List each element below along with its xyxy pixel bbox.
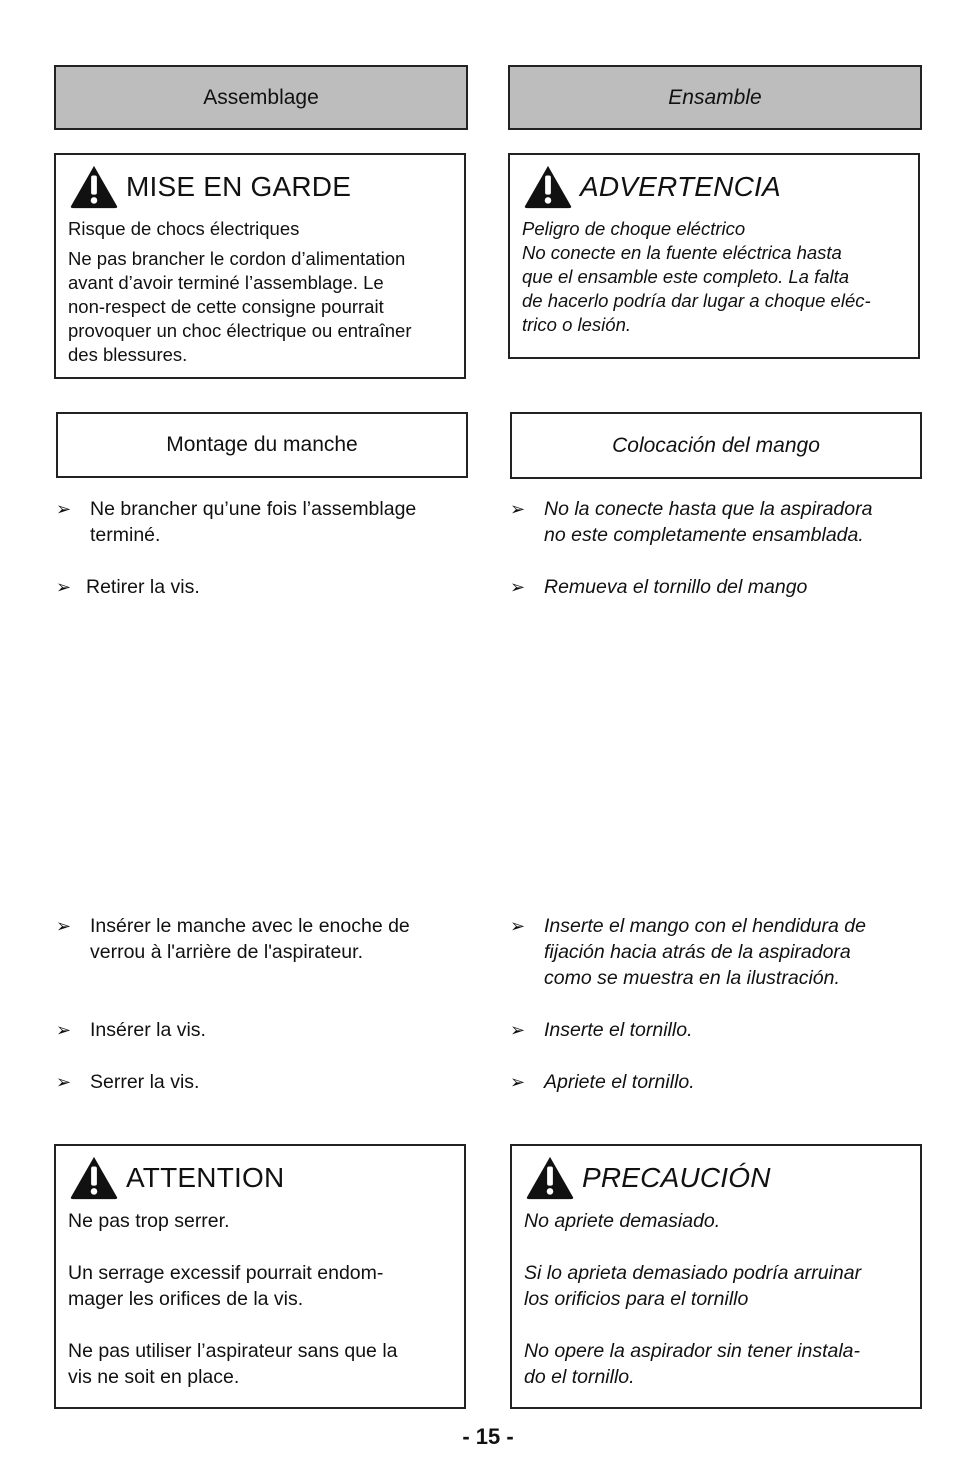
warning-text-line: Ne pas trop serrer. bbox=[68, 1210, 230, 1232]
arrow-bullet-icon: ➢ bbox=[510, 916, 526, 936]
warning-text-line: Si lo aprieta demasiado podría arruinar bbox=[524, 1262, 862, 1284]
warning-text-line: trico o lesión. bbox=[522, 314, 631, 335]
step-text-line: Inserte el tornillo. bbox=[544, 1019, 693, 1041]
arrow-bullet-icon: ➢ bbox=[510, 577, 526, 597]
list-item bbox=[510, 1069, 922, 1095]
warning-text-line: provoquer un choc électrique ou entraîner bbox=[68, 320, 412, 341]
warning-text-line: non-respect de cette consigne pourrait bbox=[68, 296, 384, 317]
arrow-bullet-icon: ➢ bbox=[56, 577, 72, 597]
steps-list-bottom bbox=[56, 913, 466, 1095]
warning-triangle-icon bbox=[68, 1155, 120, 1201]
warning-box-precaucion bbox=[510, 1144, 922, 1409]
warning-text-line: Ne pas utiliser l’aspirateur sans que la bbox=[68, 1340, 398, 1362]
step-text-line: Insérer le manche avec le enoche de bbox=[90, 915, 410, 937]
warning-text-line: avant d’avoir terminé l’assemblage. Le bbox=[68, 272, 384, 293]
step-text-line: Apriete el tornillo. bbox=[544, 1071, 695, 1093]
section-header-ensamble bbox=[508, 65, 922, 130]
warning-triangle-icon bbox=[522, 164, 574, 210]
step-text-line: no este completamente ensamblada. bbox=[544, 524, 864, 546]
step-text-line: Insérer la vis. bbox=[90, 1019, 206, 1041]
warning-text-line: Un serrage excessif pourrait endom- bbox=[68, 1262, 384, 1284]
section-header-assemblage bbox=[54, 65, 468, 130]
warning-text-line: vis ne soit en place. bbox=[68, 1366, 240, 1388]
arrow-bullet-icon: ➢ bbox=[510, 499, 526, 519]
warning-text-line: do el tornillo. bbox=[524, 1366, 635, 1388]
warning-title: ATTENTION bbox=[126, 1162, 285, 1193]
warning-title: MISE EN GARDE bbox=[126, 171, 352, 202]
steps-list-top bbox=[510, 496, 922, 600]
list-item bbox=[510, 496, 922, 548]
arrow-bullet-icon: ➢ bbox=[510, 1020, 526, 1040]
steps-list-top bbox=[56, 496, 466, 600]
step-text-line: como se muestra en la ilustración. bbox=[544, 967, 840, 989]
step-text-line: Serrer la vis. bbox=[90, 1071, 200, 1093]
warning-text-line: Peligro de choque eléctrico bbox=[522, 218, 746, 239]
warning-text-line: des blessures. bbox=[68, 344, 188, 365]
arrow-bullet-icon: ➢ bbox=[56, 1020, 72, 1040]
step-text-line: Remueva el tornillo del mango bbox=[544, 576, 808, 598]
list-item bbox=[56, 1017, 466, 1043]
sub-header-label: Montage du manche bbox=[166, 433, 358, 456]
step-text-line: Ne brancher qu’une fois l’assemblage bbox=[90, 498, 417, 520]
warning-triangle-icon bbox=[68, 164, 120, 210]
warning-box-attention bbox=[54, 1144, 466, 1409]
warning-text-line: que el ensamble este completo. La falta bbox=[522, 266, 850, 287]
sub-header-label: Colocación del mango bbox=[612, 433, 820, 457]
list-item bbox=[56, 1069, 466, 1095]
list-item bbox=[56, 496, 466, 548]
step-text-line: terminé. bbox=[90, 524, 161, 546]
warning-text-line: No conecte en la fuente eléctrica hasta bbox=[522, 242, 842, 263]
list-item bbox=[510, 574, 922, 600]
warning-text-line: No apriete demasiado. bbox=[524, 1210, 721, 1232]
warning-text-line: de hacerlo podría dar lugar a choque eléc- bbox=[522, 290, 871, 311]
sub-header-colocacion bbox=[510, 412, 922, 479]
section-header-label: Ensamble bbox=[668, 85, 762, 109]
page-number: - 15 - bbox=[462, 1424, 514, 1449]
list-item bbox=[56, 574, 466, 600]
list-item bbox=[510, 913, 922, 991]
sub-header-montage bbox=[56, 412, 468, 478]
arrow-bullet-icon: ➢ bbox=[56, 1072, 72, 1092]
warning-title: ADVERTENCIA bbox=[580, 171, 781, 202]
warning-triangle-icon bbox=[524, 1155, 576, 1201]
warning-box-mise-en-garde bbox=[54, 153, 466, 379]
step-text-line: No la conecte hasta que la aspiradora bbox=[544, 498, 873, 520]
section-header-label: Assemblage bbox=[203, 85, 319, 109]
warning-text-line: los orificios para el tornillo bbox=[524, 1288, 749, 1310]
list-item bbox=[56, 913, 466, 965]
step-text-line: fijación hacia atrás de la aspiradora bbox=[544, 941, 851, 963]
step-text-line: verrou à l'arrière de l'aspirateur. bbox=[90, 941, 363, 963]
warning-subtitle: Risque de chocs électriques bbox=[68, 218, 300, 239]
warning-text-line: mager les orifices de la vis. bbox=[68, 1288, 304, 1310]
step-text-line: Retirer la vis. bbox=[86, 576, 200, 598]
warning-box-advertencia bbox=[508, 153, 920, 359]
warning-title: PRECAUCIÓN bbox=[582, 1162, 771, 1193]
arrow-bullet-icon: ➢ bbox=[510, 1072, 526, 1092]
arrow-bullet-icon: ➢ bbox=[56, 499, 72, 519]
warning-text-line: Ne pas brancher le cordon d’alimentation bbox=[68, 248, 406, 269]
steps-list-bottom bbox=[510, 913, 922, 1095]
list-item bbox=[510, 1017, 922, 1043]
arrow-bullet-icon: ➢ bbox=[56, 916, 72, 936]
step-text-line: Inserte el mango con el hendidura de bbox=[544, 915, 866, 937]
warning-text-line: No opere la aspirador sin tener instala- bbox=[524, 1340, 861, 1362]
